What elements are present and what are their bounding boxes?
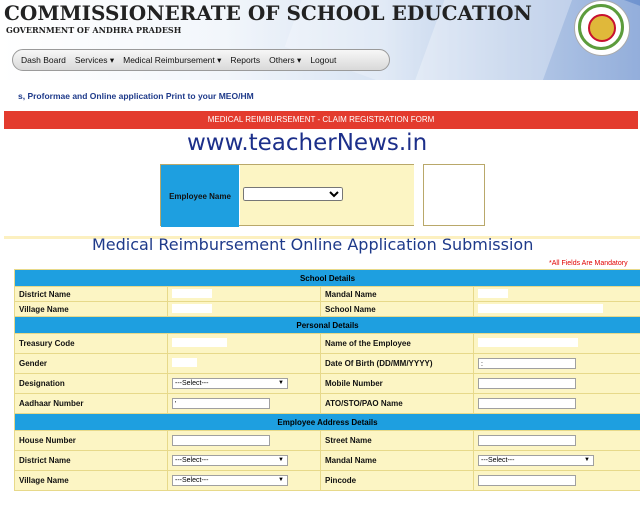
address-district-cell [168, 451, 321, 471]
employee-selector [160, 164, 414, 226]
house-label: House Number [15, 431, 168, 451]
form-heading: Medical Reimbursement Online Application Submission [92, 235, 533, 254]
designation-cell [168, 374, 321, 394]
street-label: Street Name [321, 431, 474, 451]
employee-name-label: Employee Name [161, 165, 239, 227]
aadhaar-input[interactable]: ' [172, 398, 270, 409]
address-village-select[interactable]: ---Select--- ▼ [172, 475, 288, 486]
street-input[interactable] [478, 435, 576, 446]
gender-label: Gender [15, 354, 168, 374]
page-header [0, 0, 640, 80]
aadhaar-cell [168, 394, 321, 414]
application-form-table [14, 269, 640, 491]
nav-dashboard[interactable]: Dash Board [21, 55, 66, 65]
ato-cell [474, 394, 640, 414]
mobile-label: Mobile Number [321, 374, 474, 394]
district-label: District Name [15, 287, 168, 302]
treasury-value [168, 334, 321, 354]
section-personal-details: Personal Details [15, 317, 640, 334]
address-mandal-select[interactable]: ---Select--- ▼ [478, 455, 594, 466]
chevron-down-icon: ▼ [278, 456, 284, 465]
address-mandal-label: Mandal Name [321, 451, 474, 471]
district-value [168, 287, 321, 302]
dob-label: Date Of Birth (DD/MM/YYYY) [321, 354, 474, 374]
site-subtitle: GOVERNMENT OF ANDHRA PRADESH [6, 25, 181, 35]
aadhaar-label: Aadhaar Number [15, 394, 168, 414]
school-label: School Name [321, 302, 474, 317]
pincode-label: Pincode [321, 471, 474, 491]
house-cell [168, 431, 321, 451]
watermark-text: www.teacherNews.in [187, 130, 427, 156]
pincode-cell [474, 471, 640, 491]
nav-reports[interactable]: Reports [230, 55, 260, 65]
chevron-down-icon: ▼ [584, 456, 590, 465]
mandatory-note: *All Fields Are Mandatory [549, 260, 628, 267]
state-emblem-icon [574, 0, 630, 56]
emblem-core [588, 14, 616, 42]
employee-name-value [474, 334, 640, 354]
mandal-value [474, 287, 640, 302]
section-school-details: School Details [15, 270, 640, 287]
address-district-select[interactable]: ---Select--- ▼ [172, 455, 288, 466]
ato-input[interactable] [478, 398, 576, 409]
dob-input[interactable]: : [478, 358, 576, 369]
nav-services[interactable]: Services ▾ [75, 55, 114, 66]
mandal-label: Mandal Name [321, 287, 474, 302]
form-banner: MEDICAL REIMBURSEMENT - CLAIM REGISTRATION FORM [4, 111, 638, 129]
main-navigation [12, 49, 390, 71]
dob-cell [474, 354, 640, 374]
mobile-input[interactable] [478, 378, 576, 389]
site-title: COMMISSIONERATE OF SCHOOL EDUCATION [4, 1, 532, 25]
address-mandal-cell [474, 451, 640, 471]
address-village-label: Village Name [15, 471, 168, 491]
employee-name-select[interactable] [243, 187, 343, 201]
designation-label: Designation [15, 374, 168, 394]
employee-name-field [240, 165, 414, 225]
ato-label: ATO/STO/PAO Name [321, 394, 474, 414]
nav-others[interactable]: Others ▾ [269, 55, 301, 66]
employee-name-label-2: Name of the Employee [321, 334, 474, 354]
address-village-cell [168, 471, 321, 491]
street-cell [474, 431, 640, 451]
nav-medical-reimbursement[interactable]: Medical Reimbursement ▾ [123, 55, 221, 66]
section-address-details: Employee Address Details [15, 414, 640, 431]
village-value [168, 302, 321, 317]
village-label: Village Name [15, 302, 168, 317]
treasury-label: Treasury Code [15, 334, 168, 354]
address-district-label: District Name [15, 451, 168, 471]
chevron-down-icon: ▼ [278, 379, 284, 388]
scrolling-notice: s, Proformae and Online application Print to your MEO/HM [18, 91, 254, 101]
school-value [474, 302, 640, 317]
pincode-input[interactable] [478, 475, 576, 486]
house-input[interactable] [172, 435, 270, 446]
gender-value [168, 354, 321, 374]
chevron-down-icon: ▼ [278, 476, 284, 485]
nav-logout[interactable]: Logout [310, 55, 336, 65]
designation-select[interactable]: ---Select--- ▼ [172, 378, 288, 389]
photo-box [423, 164, 485, 226]
mobile-cell [474, 374, 640, 394]
